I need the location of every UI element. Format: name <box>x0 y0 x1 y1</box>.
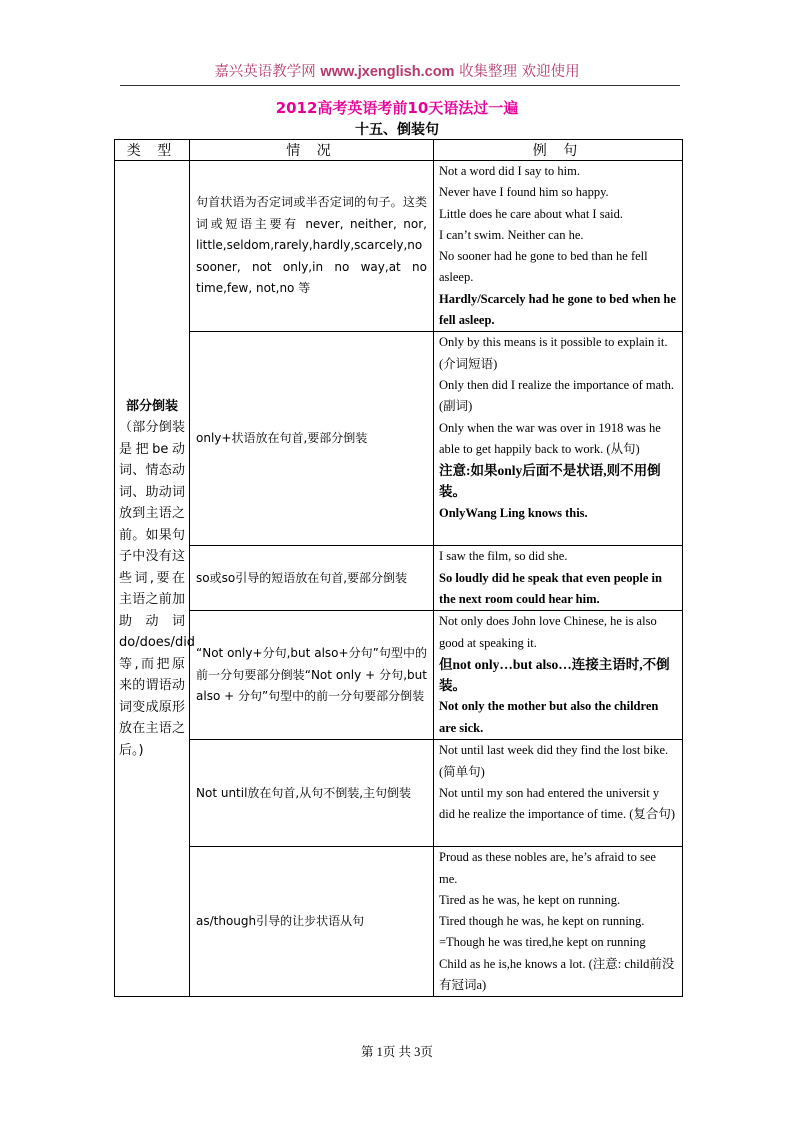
example-cell <box>434 546 683 611</box>
example-sentence: So loudly did he speak that even people in the next room could hear him. <box>439 570 662 606</box>
example-cell <box>434 161 683 332</box>
header-type: 类 型 <box>115 140 190 161</box>
example-sentence: =Though he was tired,he kept on running <box>439 935 646 950</box>
header-divider <box>120 85 680 86</box>
table-header-row <box>115 140 683 161</box>
example-sentence: Only when the war was over in 1918 was he able to get happily back to work. (从句) <box>439 420 661 456</box>
example-cell <box>434 611 683 740</box>
table-row <box>115 847 683 997</box>
example-sentence: 但not only…but also…连接主语时,不倒装。 <box>439 656 670 694</box>
type-bold-label: 部分倒装 <box>125 398 178 414</box>
header-site-name: 嘉兴英语教学网 <box>214 64 316 80</box>
situation-cell: only+状语放在句首,要部分倒装 <box>190 332 434 546</box>
grammar-table <box>114 139 683 997</box>
example-sentence: Not only the mother but also the children are sick. <box>439 699 659 735</box>
document-title: 2012高考英语考前10天语法过一遍 <box>275 99 519 117</box>
section-title: 十五、倒装句 <box>355 122 439 138</box>
example-sentence: I can’t swim. Neither can he. <box>439 227 584 242</box>
situation-cell: “Not only+分句,but also+分句”句型中的前一分句要部分倒装“Not only + 分句,but also + 分句”句型中的前一分句要部分倒装 <box>190 611 434 740</box>
header-url[interactable]: www.jxenglish.com <box>320 64 455 80</box>
example-sentence: OnlyWang Ling knows this. <box>439 505 588 520</box>
example-cell <box>434 740 683 847</box>
example-sentence: I saw the film, so did she. <box>439 549 568 564</box>
example-sentence: Not until last week did they find the lost bike. (简单句) <box>439 743 669 779</box>
example-sentence: Only by this means is it possible to explain it. (介词短语) <box>439 335 668 371</box>
example-cell <box>434 847 683 997</box>
example-sentence: Hardly/Scarcely had he gone to bed when he fell asleep. <box>439 291 676 328</box>
situation-cell: as/though引导的让步状语从句 <box>190 847 434 997</box>
table-row <box>115 740 683 847</box>
example-sentence: Never have I found him so happy. <box>439 185 609 200</box>
type-cell <box>115 161 196 997</box>
example-sentence: Proud as these nobles are, he’s afraid to see me. <box>439 850 656 886</box>
example-sentence: No sooner had he gone to bed than he fell asleep. <box>439 249 648 285</box>
example-sentence: Not until my son had entered the universit y did he realize the importance of time. (复合句) <box>439 785 676 822</box>
example-sentence: Tired though he was, he kept on running. <box>439 914 645 929</box>
header-example: 例 句 <box>434 140 683 161</box>
type-description: （部分倒装是把be动词、情态动词、助动词放到主语之前。如果句子中没有这些词,要在主语之前加助动词do/does/did等,而把原来的谓语动词变成原形放在主语之后。) <box>119 420 196 758</box>
table-row <box>115 611 683 740</box>
table-row <box>115 332 683 546</box>
situation-cell: so或so引导的短语放在句首,要部分倒装 <box>190 546 434 611</box>
page-footer: 第 1页 共 3页 <box>361 1045 433 1059</box>
table-row <box>115 161 683 332</box>
example-sentence: Little does he care about what I said. <box>439 206 623 221</box>
example-sentence: Not only does John love Chinese, he is also good at speaking it. <box>439 614 657 650</box>
example-cell <box>434 332 683 546</box>
header-tagline: 收集整理 欢迎使用 <box>459 64 580 80</box>
header-situation: 情 况 <box>190 140 434 161</box>
example-sentence: Not a word did I say to him. <box>439 164 580 178</box>
example-sentence: Tired as he was, he kept on running. <box>439 892 621 907</box>
page-header <box>0 60 794 81</box>
situation-cell: Not until放在句首,从句不倒装,主句倒装 <box>190 740 434 847</box>
example-sentence: Child as he is,he knows a lot. (注意: child前没有冠词a) <box>439 956 675 993</box>
table-row <box>115 546 683 611</box>
situation-cell: 句首状语为否定词或半否定词的句子。这类词或短语主要有 never, neither, nor, little,seldom,rarely,hardly,scarcely,no sooner, not only,in no way,at no time,few, not,no 等 <box>190 161 434 332</box>
example-sentence: 注意:如果only后面不是状语,则不用倒装。 <box>439 463 661 500</box>
example-sentence: Only then did I realize the importance of math. (副词) <box>439 377 674 414</box>
